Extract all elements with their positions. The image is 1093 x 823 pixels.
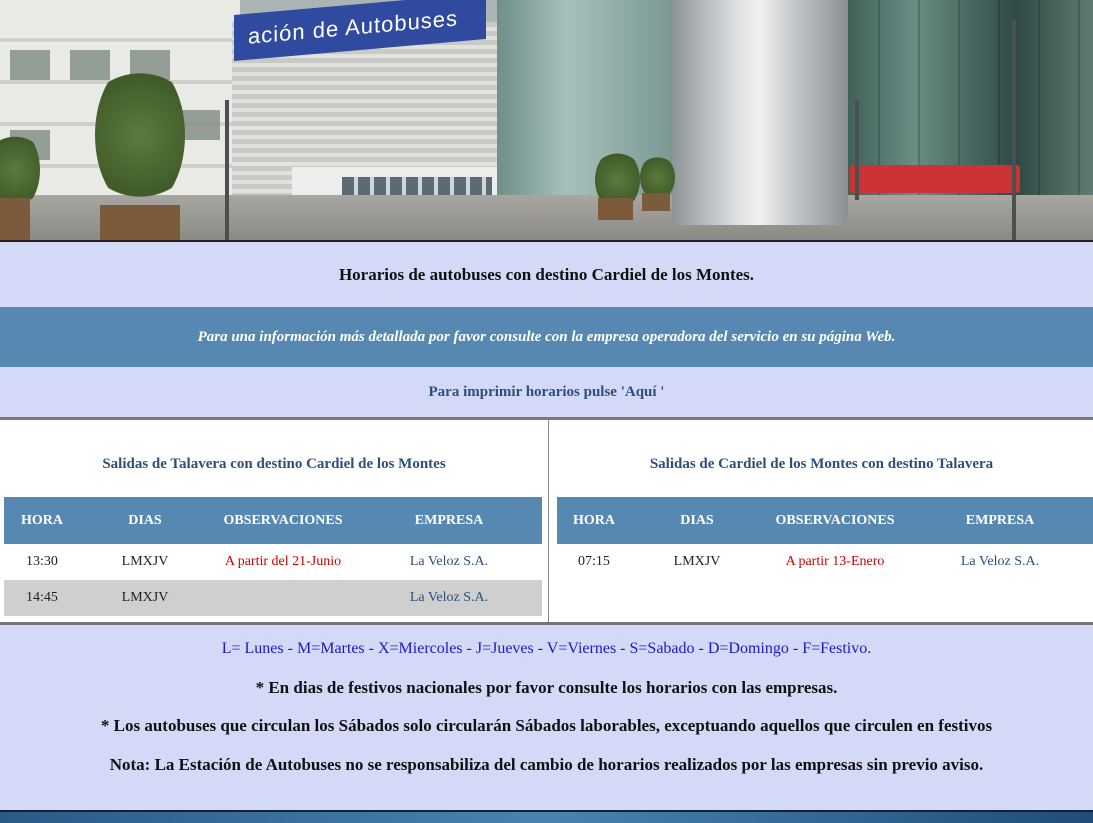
observaciones-cell: A partir 13-Enero [785,554,885,569]
dias-cell: LMXJV [80,580,210,616]
dias-cell: LMXJV [673,554,721,569]
column-header: HORA [4,497,80,544]
page-title: Horarios de autobuses con destino Cardiel de los Montes. [338,264,755,284]
disclaimer-note: Nota: La Estación de Autobuses no se responsabiliza del cambio de horarios realizados por las empresas sin previo aviso. [109,755,984,774]
saturday-note: * Los autobuses que circulan los Sábados solo circularán Sábados laborables, exceptuando aquellos que circulen en festivos [100,716,993,735]
outbound-table [4,497,542,616]
column-header: DIAS [631,497,763,544]
inbound-table [557,497,1093,580]
tree [95,60,185,210]
table-row [4,544,542,580]
observaciones-cell [210,580,356,616]
table-row [4,580,542,616]
street-lamp [1012,20,1016,240]
info-banner: Para una información más detallada por favor consulte con la empresa operadora del servicio en su página Web. [0,307,1093,367]
outbound-title: Salidas de Talavera con destino Cardiel de los Montes [102,456,446,472]
station-sign: ación de Autobuses [234,0,486,61]
planter [598,198,633,220]
column-header: EMPRESA [907,497,1093,544]
hero-photo [0,0,1093,240]
column-header: DIAS [80,497,210,544]
hora-cell: 07:15 [578,554,610,569]
empresa-cell: La Veloz S.A. [960,554,1040,569]
column-header: OBSERVACIONES [763,497,907,544]
planter [0,198,30,240]
dias-cell: LMXJV [121,554,169,569]
bottom-bar [0,810,1093,823]
street-lamp [855,100,859,200]
empresa-cell: La Veloz S.A. [409,554,489,569]
column-header: HORA [557,497,631,544]
inbound-title: Salidas de Cardiel de los Montes con destino Talavera [649,456,994,472]
table-row [557,544,1093,580]
street-lamp [225,100,229,240]
column-header: OBSERVACIONES [210,497,356,544]
pillar [672,0,848,225]
days-legend: L= Lunes - M=Martes - X=Miercoles - J=Jueves - V=Viernes - S=Sabado - D=Domingo - F=Festivo. [221,640,872,657]
empresa-cell: La Veloz S.A. [356,580,542,616]
holiday-note: * En dias de festivos nacionales por favor consulte los horarios con las empresas. [255,678,838,697]
schedules-section [0,417,1093,625]
planter [642,193,670,211]
hora-cell: 14:45 [4,580,80,616]
outbound-schedule [0,420,549,622]
inbound-schedule [550,420,1093,622]
bus [850,165,1020,193]
column-header: EMPRESA [356,497,542,544]
hora-cell: 13:30 [26,554,58,569]
planter [100,205,180,240]
print-link[interactable]: Para imprimir horarios pulse 'Aquí ' [428,383,665,400]
observaciones-cell: A partir del 21-Junio [224,554,342,569]
